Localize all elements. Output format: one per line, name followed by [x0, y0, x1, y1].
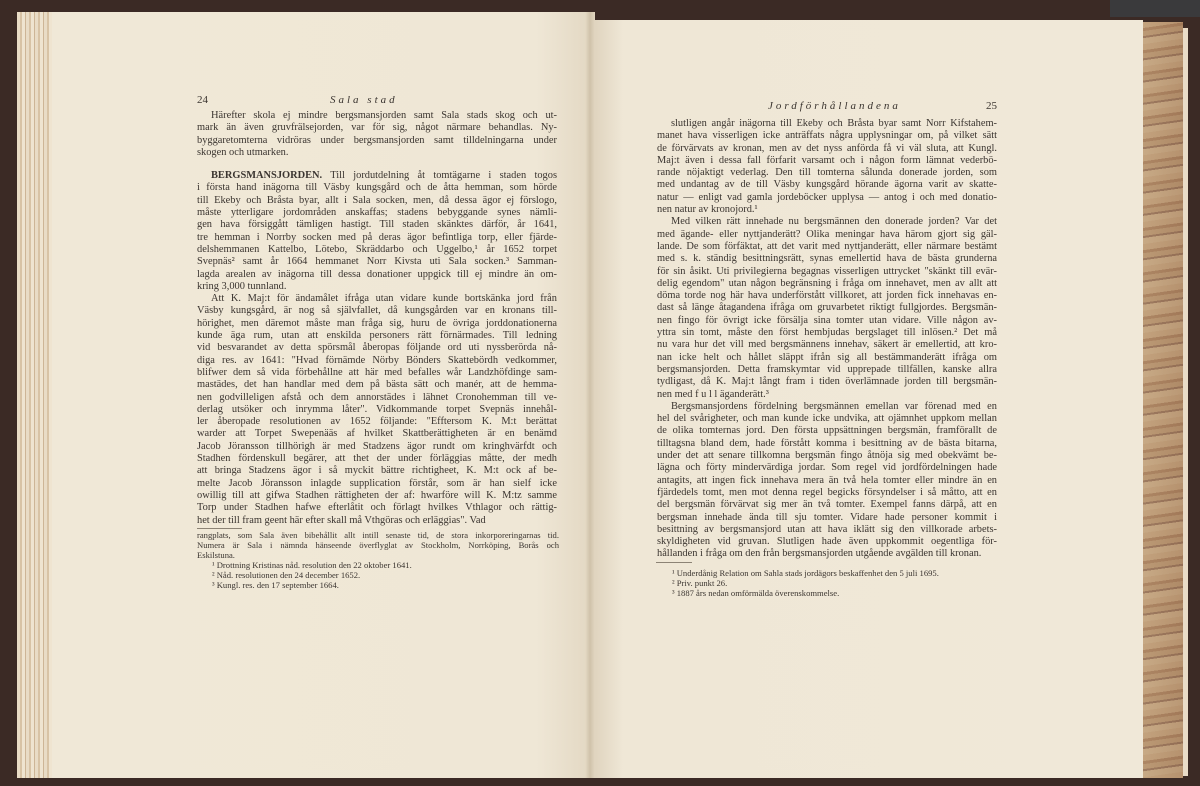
right-running-head: Jordförhållandena [768, 100, 901, 112]
text-line: fjärdedels tomt, men mot denna regel begicks försyndelser i så måtto, att en [657, 486, 997, 498]
text-line: rande nöjaktigt vederlag. Den till tomterna sålunda donerade jorden, som [657, 167, 997, 179]
text-line: med ägande- eller nyttjanderätt? Olika meningar hava härom gjort sig gäl- [657, 228, 997, 240]
text-line: hörighet, men däremot måste man fråga sig, huru de övriga jorddonationerna [197, 317, 557, 329]
text-line: lande. De som förfäktat, att det varit med nyttjanderätt, eller närmare bestämt [657, 240, 997, 252]
footnote: ³ Kungl. res. den 17 september 1664. [212, 580, 339, 590]
text-line: döma torde nog här hava underförstått villkoret, att jorden fick innehavas en- [657, 290, 997, 302]
text-line: i första hand inägorna till Väsby kungsgård och de åtta hemman, som hörde [197, 182, 557, 194]
text-line: lägna och förty mindervärdiga jordar. Som regel vid jordfördelningen hade [657, 462, 997, 474]
left-page-edges [17, 12, 53, 778]
text-line: hel del svårigheter, och man kunde icke undvika, att ojämnhet uppkom mellan [657, 413, 997, 425]
text-line: delshemmanen Kattelbo, Lötebo, Skräddarbo och Uggelbo,¹ år 1652 torpet [197, 243, 557, 255]
text-line: antagits, att ingen fick innehava mera än två hela tomter eller mindre än en [657, 474, 997, 486]
right-page-number: 25 [986, 100, 997, 112]
text-line: nen med f u l l äganderätt.³ [657, 388, 769, 400]
text-line: BERGSMANSJORDEN. Till jordutdelning åt tomtägarne i staden togos [211, 170, 557, 182]
footnote: ¹ Underdånig Relation om Sahla stads jordägors beskaffenhet den 5 juli 1695. [672, 568, 939, 578]
text-line: gen hava försiggått tämligen hastigt. Till staden skänktes därför, år 1641, [197, 219, 557, 231]
text-line: mastädes, det han handlar med dem på bästa sätt och manér, att de hemma- [197, 379, 557, 391]
marbled-page-edge [1143, 22, 1183, 778]
text-line: dast så länge åtagandena ifråga om gruvarbetet riktigt fullgjordes. Bergsmän- [657, 302, 997, 314]
footnote-continuation-line: rangplats, som Sala även bibehållit allt intill senaste tid, de stora inkorporeringarnas tid. [197, 530, 559, 540]
text-line: Torp under Stadhen hafwe efterlåtit och förlagt hvilkes Vthlagor och rättig- [197, 502, 557, 514]
text-line: Att K. Maj:t för ändamålet ifråga utan vidare kunde bortskänka jord från [211, 293, 557, 305]
text-line: natur — enligt vad gamla jordeböcker upplysa — antog i och med donatio- [657, 191, 997, 203]
right-body-text [657, 118, 997, 561]
right-footnotes [657, 568, 997, 598]
text-line: melte Jacob Jöransson inlagde supplication förstår, som är han sielf icke [197, 477, 557, 489]
text-line: Stadhen fördenskull begärer, att thet der under förläggias måtte, der medh [197, 453, 557, 465]
text-line: delig egendom" utan någon begränsning i fråga om innehavet, men av allt att [657, 277, 997, 289]
text-line: de förvärvats av kronan, men av det nyss anförda få vi väl sluta, att Kungl. [657, 142, 997, 154]
section-heading: BERGSMANSJORDEN. [211, 170, 323, 182]
text-line: warder att Torpet Swepenääs af hvilket Skattberättigheten är en benämd [197, 428, 557, 440]
page-edge-strip [1183, 28, 1188, 776]
text-line: kunde äga rum, utan att enskilda personers rätt förnärmades. Till ledning [197, 330, 557, 342]
paragraph-gap [197, 159, 557, 170]
text-line: tydligast, då K. Maj:t långt fram i tiden överlämnade jorden till bergsmän- [657, 376, 997, 388]
left-page-number: 24 [197, 94, 208, 106]
text-line: nan icke helt och hållet släppt ifrån sig all bestämmanderätt ifråga om [657, 351, 997, 363]
text-line: hållanden i fråga om den från bergsmansjorden utgående avgälden till kronan. [657, 548, 982, 560]
footnote-continuation-line: Eskilstuna. [197, 550, 235, 560]
left-footnotes [197, 530, 559, 590]
text-line: med undantag av de till Väsby kungsgård hörande ägorna varit av skatte- [657, 179, 997, 191]
text-line: Jacob Jöransson tillhörigh är med Stadzens ägor rundt om kringhvärfdt och [197, 440, 557, 452]
text-line: byggaretomterna vidröras under bergsmansjorden samt tilldelningarna under [197, 134, 557, 146]
text-line: nen godvilleligen afstå och dem annorstädes i lähnet Cronohemman till ve- [197, 391, 557, 403]
text-line: lagda arealen av inägorna till dessa donationer uppgick till ej mindre än om- [197, 268, 557, 280]
text-line: bergsmansjorden. Detta framskymtar vid upprepade tillfällen, kanske allra [657, 363, 997, 375]
text-line: måste ytterligare jordområden anskaffas; stadens bebyggande synes nämli- [197, 207, 557, 219]
text-line: att bringa Stadzens ägor i så myckit bättre richtigheet, K. M:t ock af be- [197, 465, 557, 477]
text-line: del bergsmän förvärvat sig mer än två tomter. Exempel fanns därpå, att en [657, 499, 997, 511]
text-line: nen natur av kronojord.¹ [657, 204, 758, 216]
footnote-continuation-line: Numera är Sala i nämnda hänseende överflyglat av Stockholm, Norrköping, Borås och [197, 540, 559, 550]
text-line: de olika tomternas jord. Den första uppsättningen bergsmän, framförallt de [657, 425, 997, 437]
book-gutter [585, 12, 595, 778]
text-line: för sin åsikt. Uti privilegierna begagnas visserligen uttrycket "skänkt till evär- [657, 265, 997, 277]
text-line: manet hava visserligen icke anträffats några upplysningar om, på vilket sätt [657, 130, 997, 142]
text-line: under det att senare tillkomna bergsmän fingo åtnöja sig med obekvämt be- [657, 450, 997, 462]
text-line: yttra sin tomt, måste den först hembjudas bergslaget till inlösen.² Det må [657, 327, 997, 339]
text-line: besittning av bergsmansjord utan att hava iklätt sig den villkorade arbets- [657, 523, 997, 535]
text-line: kring 3,000 tunnland. [197, 280, 287, 292]
text-line: het der till fram geent här efter skall må Vthgöras och erläggias". Vad [197, 514, 486, 526]
text-line: blifwer dem så vida förbehållne att här med befalles wår Landzhöfdinge sam- [197, 366, 557, 378]
text-line: vid besvarandet av detta spörsmål åberopas följande ord uti nyssberörda nå- [197, 342, 557, 354]
text-line: skyldigheten vid gruvan. Slutligen hade även uppkommit oegentliga för- [657, 536, 997, 548]
footnote: ² Priv. punkt 26. [672, 578, 728, 588]
text-line: slutligen angår inägorna till Ekeby och Bråsta byar samt Norr Kifstahem- [671, 118, 997, 129]
text-line: diga res. av 1641: "Hvad förnämde Nörby Bönders Skattebördh vedkommer, [197, 354, 557, 366]
left-body-text [197, 110, 557, 527]
scanner-background [1110, 0, 1200, 17]
footnote-rule [197, 528, 242, 529]
text-line: Väsby kungsgård, är nog så självfallet, då kungsgården var en kronans till- [197, 305, 557, 317]
footnote: ³ 1887 års nedan omförmälda överenskommelse. [672, 588, 840, 598]
text-line: tre hemman i Norrby socken med på deras ägor befintliga torp, eller fjärde- [197, 231, 557, 243]
text-line: bergsman innehade ända till sju tomter. Vidare hade personer kommit i [657, 511, 997, 523]
footnote: ² Nåd. resolutionen den 24 december 1652. [212, 570, 361, 580]
text-line: Med vilken rätt innehade nu bergsmännen den donerade jorden? Var det [671, 216, 997, 228]
text-line: Härefter skola ej mindre bergsmansjorden samt Sala stads skog och ut- [211, 110, 557, 121]
text-line: nu vara hur det vill med bergsmännens innehav, säkert är emellertid, att kro- [657, 339, 997, 351]
left-running-head: Sala stad [330, 94, 398, 106]
text-line: Svepnäs² samt år 1664 hemmanet Norr Kivsta uti Sala socken.³ Samman- [197, 256, 557, 268]
text-line: Maj:t även i dessa fall förfarit varsamt och i någon form lämnat vederbö- [657, 154, 997, 166]
text-line: ler åberopade resolutionen av 1652 följande: "Efftersom K. M:t berättat [197, 416, 557, 428]
text-line: derlag utsöker och inrymma låter". Vidkommande torpet Svepnäs innehål- [197, 403, 557, 415]
text-line: med s. k. ständig besittningsrätt, synas emellertid hava de bästa grunderna [657, 253, 997, 265]
text-line: nen fingo för övrigt icke försälja sina tomter utan vidare. Ville någon av- [657, 314, 997, 326]
text-line: owillig till att gifwa Stadhen rättigheten der af: hwarföre will K. M:tz samme [197, 489, 557, 501]
text-line: mark än även gruvfrälsejorden, var för sig, något närmare behandlas. Ny- [197, 122, 557, 134]
text-line: skogen och utmarken. [197, 146, 289, 158]
footnote: ¹ Drottning Kristinas nåd. resolution den 22 oktober 1641. [212, 560, 412, 570]
text-line: till Ekeby och Bråsta byar, allt i Sala socken, men, då dessa ägor ej förslogo, [197, 194, 557, 206]
footnote-rule [656, 562, 692, 563]
text-line: tilltagsna bland dem, hade förstått komma i besittning av de bästa bitarna, [657, 437, 997, 449]
text-line: Bergsmansjordens fördelning bergsmännen emellan var förenad med en [671, 400, 997, 412]
